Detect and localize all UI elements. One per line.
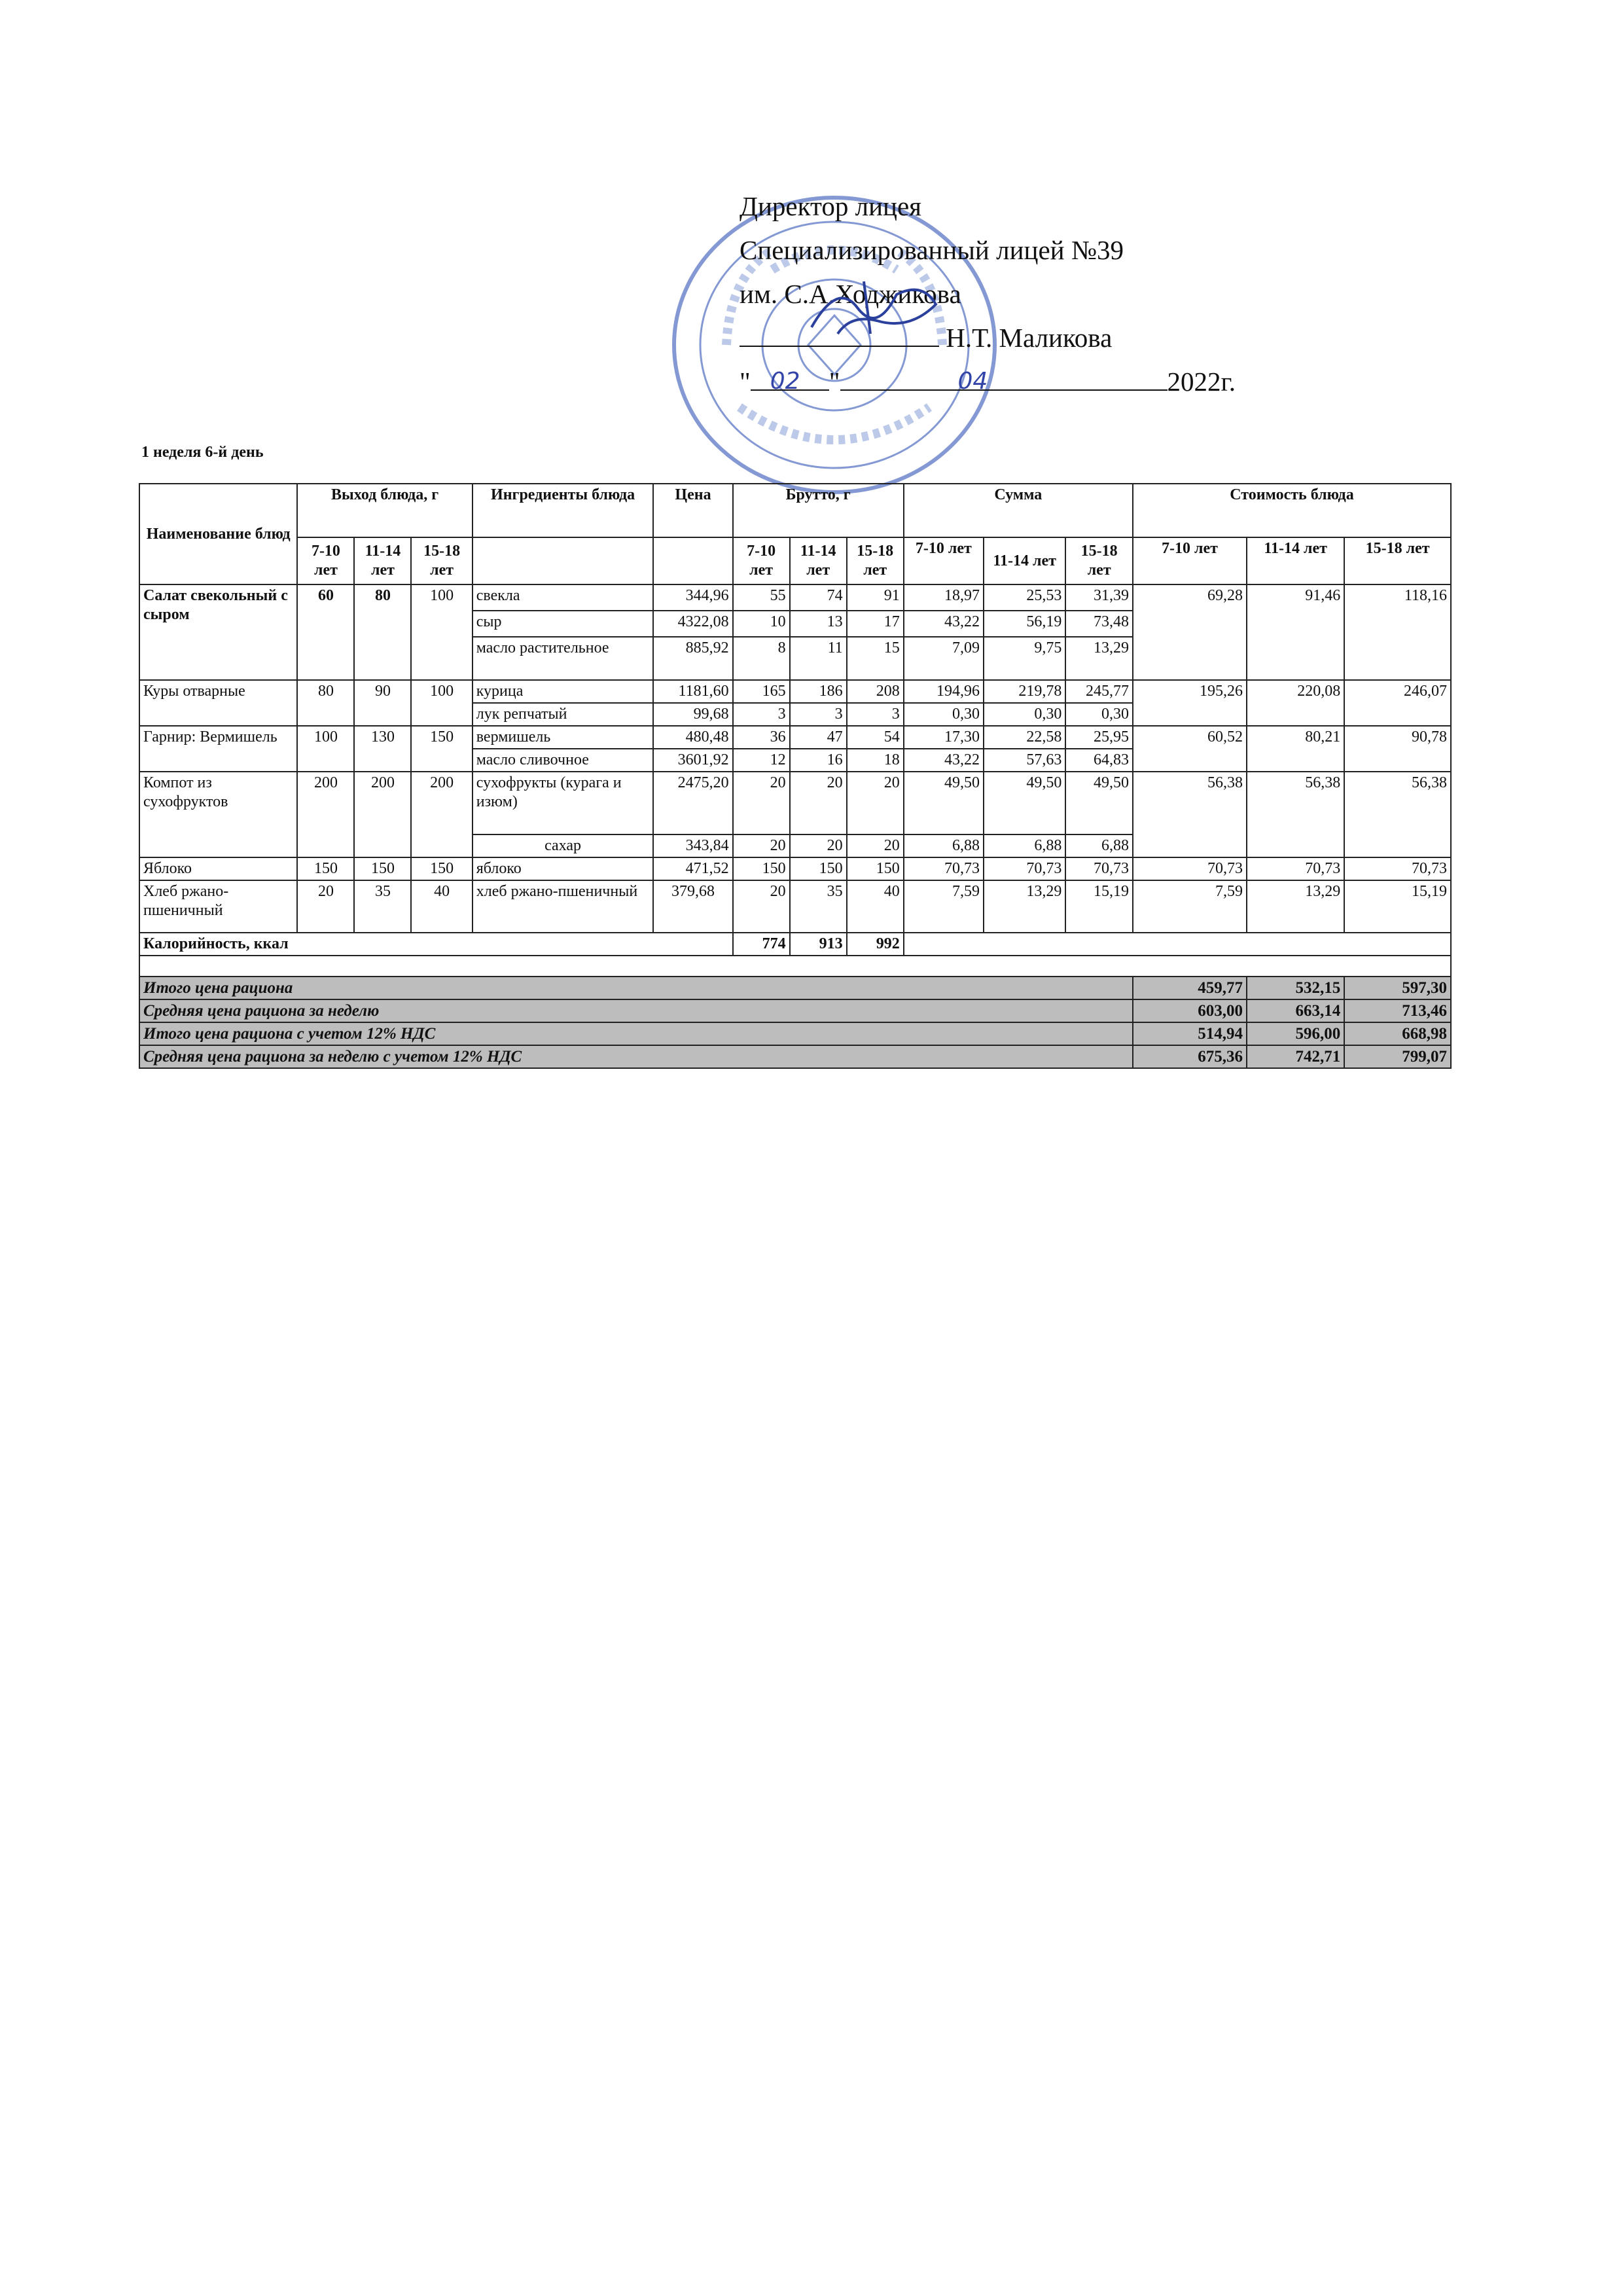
brutto-7-10: 20 [733, 772, 790, 834]
price: 3601,92 [653, 749, 732, 772]
total-label: Итого цена рациона [139, 977, 1133, 999]
cost-11-14: 220,08 [1247, 680, 1344, 726]
sum-15-18: 13,29 [1065, 637, 1133, 680]
sum-15-18: 70,73 [1065, 857, 1133, 880]
total-label: Итого цена рациона с учетом 12% НДС [139, 1022, 1133, 1045]
table-row [139, 857, 1451, 880]
sum-7-10: 194,96 [904, 680, 984, 703]
cost-11-14: 91,46 [1247, 584, 1344, 680]
yield-15-18: 100 [411, 584, 472, 680]
total-7-10: 675,36 [1133, 1045, 1247, 1068]
brutto-7-10: 8 [733, 637, 790, 680]
header-price: Цена [653, 484, 732, 537]
yield-7-10: 80 [297, 680, 354, 726]
table-row [139, 584, 1451, 611]
sum-15-18: 31,39 [1065, 584, 1133, 611]
brutto-15-18: 91 [847, 584, 904, 611]
sum-11-14: 9,75 [984, 637, 1065, 680]
yield-7-10: 100 [297, 726, 354, 772]
ingredient: сыр [473, 611, 654, 637]
subheader-yield-11-14: 11-14 лет [354, 537, 411, 584]
cost-7-10: 195,26 [1133, 680, 1247, 726]
sum-7-10: 17,30 [904, 726, 984, 749]
yield-7-10: 60 [297, 584, 354, 680]
sum-7-10: 43,22 [904, 749, 984, 772]
brutto-7-10: 12 [733, 749, 790, 772]
sum-15-18: 64,83 [1065, 749, 1133, 772]
subheader-yield-7-10: 7-10 лет [297, 537, 354, 584]
ingredient: вермишель [473, 726, 654, 749]
ingredient: хлеб ржано-пшеничный [473, 880, 654, 933]
price: 480,48 [653, 726, 732, 749]
signature-icon [798, 268, 955, 347]
subheader-cost-7-10: 7-10 лет [1133, 537, 1247, 584]
brutto-11-14: 20 [790, 834, 847, 857]
sum-11-14: 6,88 [984, 834, 1065, 857]
calories-15-18: 992 [847, 933, 904, 956]
yield-7-10: 150 [297, 857, 354, 880]
total-15-18: 597,30 [1344, 977, 1451, 999]
yield-11-14: 80 [354, 584, 411, 680]
table-subheader-row [139, 537, 1451, 584]
sum-7-10: 6,88 [904, 834, 984, 857]
sum-7-10: 0,30 [904, 703, 984, 726]
table-row [139, 680, 1451, 703]
ingredient: масло сливочное [473, 749, 654, 772]
total-row [139, 977, 1451, 999]
sum-15-18: 6,88 [1065, 834, 1133, 857]
sum-11-14: 57,63 [984, 749, 1065, 772]
subheader-price-empty [653, 537, 732, 584]
sum-11-14: 219,78 [984, 680, 1065, 703]
ingredient: сахар [473, 834, 654, 857]
subheader-sum-15-18: 15-18 лет [1065, 537, 1133, 584]
cost-7-10: 70,73 [1133, 857, 1247, 880]
dish-name: Гарнир: Вермишель [139, 726, 297, 772]
calories-11-14: 913 [790, 933, 847, 956]
brutto-15-18: 20 [847, 772, 904, 834]
brutto-7-10: 10 [733, 611, 790, 637]
dish-name: Яблоко [139, 857, 297, 880]
brutto-7-10: 55 [733, 584, 790, 611]
header-cost: Стоимость блюда [1133, 484, 1451, 537]
sum-7-10: 7,59 [904, 880, 984, 933]
yield-11-14: 35 [354, 880, 411, 933]
yield-15-18: 100 [411, 680, 472, 726]
yield-15-18: 150 [411, 726, 472, 772]
cost-11-14: 70,73 [1247, 857, 1344, 880]
calories-row [139, 933, 1451, 956]
price: 99,68 [653, 703, 732, 726]
dish-name: Куры отварные [139, 680, 297, 726]
sum-7-10: 7,09 [904, 637, 984, 680]
brutto-15-18: 3 [847, 703, 904, 726]
total-row [139, 1045, 1451, 1068]
header-ingredients: Ингредиенты блюда [473, 484, 654, 537]
date-day-field [751, 363, 829, 395]
subheader-brutto-11-14: 11-14 лет [790, 537, 847, 584]
brutto-11-14: 13 [790, 611, 847, 637]
yield-15-18: 40 [411, 880, 472, 933]
header-brutto: Брутто, г [733, 484, 904, 537]
sum-7-10: 18,97 [904, 584, 984, 611]
date-day: 02 [770, 368, 800, 395]
sum-7-10: 70,73 [904, 857, 984, 880]
total-15-18: 799,07 [1344, 1045, 1451, 1068]
brutto-7-10: 150 [733, 857, 790, 880]
brutto-11-14: 35 [790, 880, 847, 933]
subheader-ingredients-empty [473, 537, 654, 584]
brutto-7-10: 20 [733, 880, 790, 933]
total-7-10: 459,77 [1133, 977, 1247, 999]
cost-15-18: 56,38 [1344, 772, 1451, 857]
brutto-11-14: 16 [790, 749, 847, 772]
brutto-15-18: 40 [847, 880, 904, 933]
spacer-row [139, 956, 1451, 977]
cost-7-10: 60,52 [1133, 726, 1247, 772]
table-row [139, 726, 1451, 749]
total-15-18: 668,98 [1344, 1022, 1451, 1045]
yield-7-10: 20 [297, 880, 354, 933]
spacer-cell [139, 956, 1451, 977]
sum-11-14: 25,53 [984, 584, 1065, 611]
dish-name: Компот из сухофруктов [139, 772, 297, 857]
sum-11-14: 49,50 [984, 772, 1065, 834]
yield-11-14: 150 [354, 857, 411, 880]
total-11-14: 663,14 [1247, 999, 1344, 1022]
sum-15-18: 245,77 [1065, 680, 1133, 703]
cost-15-18: 90,78 [1344, 726, 1451, 772]
sum-15-18: 25,95 [1065, 726, 1133, 749]
cost-15-18: 246,07 [1344, 680, 1451, 726]
sum-11-14: 22,58 [984, 726, 1065, 749]
day-title: 1 неделя 6-й день [141, 444, 264, 461]
dish-name: Хлеб ржано-пшеничный [139, 880, 297, 933]
brutto-15-18: 17 [847, 611, 904, 637]
calories-label: Калорийность, ккал [139, 933, 733, 956]
subheader-cost-11-14: 11-14 лет [1247, 537, 1344, 584]
yield-11-14: 90 [354, 680, 411, 726]
price: 2475,20 [653, 772, 732, 834]
cost-15-18: 15,19 [1344, 880, 1451, 933]
subheader-sum-7-10: 7-10 лет [904, 537, 984, 584]
brutto-7-10: 20 [733, 834, 790, 857]
brutto-11-14: 3 [790, 703, 847, 726]
calories-7-10: 774 [733, 933, 790, 956]
sum-7-10: 43,22 [904, 611, 984, 637]
cost-11-14: 56,38 [1247, 772, 1344, 857]
cost-11-14: 13,29 [1247, 880, 1344, 933]
price: 343,84 [653, 834, 732, 857]
brutto-11-14: 47 [790, 726, 847, 749]
yield-15-18: 200 [411, 772, 472, 857]
total-7-10: 603,00 [1133, 999, 1247, 1022]
dish-name: Салат свекольный с сыром [139, 584, 297, 680]
ingredient: яблоко [473, 857, 654, 880]
cost-7-10: 7,59 [1133, 880, 1247, 933]
brutto-7-10: 3 [733, 703, 790, 726]
total-row [139, 1022, 1451, 1045]
sum-15-18: 0,30 [1065, 703, 1133, 726]
ingredient: лук репчатый [473, 703, 654, 726]
menu-table [139, 483, 1452, 1069]
cost-15-18: 70,73 [1344, 857, 1451, 880]
sum-15-18: 15,19 [1065, 880, 1133, 933]
sum-7-10: 49,50 [904, 772, 984, 834]
date-month-field [840, 363, 1168, 395]
subheader-brutto-7-10: 7-10 лет [733, 537, 790, 584]
price: 379,68 [653, 880, 732, 933]
total-row [139, 999, 1451, 1022]
table-row [139, 880, 1451, 933]
brutto-15-18: 15 [847, 637, 904, 680]
subheader-brutto-15-18: 15-18 лет [847, 537, 904, 584]
brutto-7-10: 165 [733, 680, 790, 703]
sum-11-14: 70,73 [984, 857, 1065, 880]
ingredient: свекла [473, 584, 654, 611]
date-month: 04 [957, 368, 988, 395]
ingredient: курица [473, 680, 654, 703]
brutto-15-18: 18 [847, 749, 904, 772]
yield-7-10: 200 [297, 772, 354, 857]
total-15-18: 713,46 [1344, 999, 1451, 1022]
price: 4322,08 [653, 611, 732, 637]
cost-7-10: 56,38 [1133, 772, 1247, 857]
subheader-sum-11-14: 11-14 лет [984, 537, 1065, 584]
brutto-11-14: 20 [790, 772, 847, 834]
approval-organization-name: им. С.А.Ходжикова [740, 279, 961, 309]
price: 1181,60 [653, 680, 732, 703]
total-11-14: 532,15 [1247, 977, 1344, 999]
brutto-11-14: 150 [790, 857, 847, 880]
table-row [139, 772, 1451, 834]
ingredient: масло растительное [473, 637, 654, 680]
brutto-7-10: 36 [733, 726, 790, 749]
brutto-15-18: 54 [847, 726, 904, 749]
brutto-15-18: 20 [847, 834, 904, 857]
header-dish: Наименование блюд [139, 484, 297, 584]
yield-15-18: 150 [411, 857, 472, 880]
total-11-14: 742,71 [1247, 1045, 1344, 1068]
approval-organization: Специализированный лицей №39 [740, 235, 1124, 265]
ingredient: сухофрукты (курага и изюм) [473, 772, 654, 834]
date-year: 2022г. [1167, 367, 1236, 397]
cost-7-10: 69,28 [1133, 584, 1247, 680]
total-label: Средняя цена рациона за неделю [139, 999, 1133, 1022]
price: 471,52 [653, 857, 732, 880]
approval-signer: Н.Т. Маликова [946, 323, 1113, 353]
yield-11-14: 130 [354, 726, 411, 772]
approval-position: Директор лицея [740, 191, 922, 221]
total-11-14: 596,00 [1247, 1022, 1344, 1045]
brutto-15-18: 208 [847, 680, 904, 703]
approval-date-line: " 02 " 04 2022г. [740, 360, 1236, 404]
cost-15-18: 118,16 [1344, 584, 1451, 680]
calories-empty [904, 933, 1451, 956]
table-header-row [139, 484, 1451, 537]
subheader-cost-15-18: 15-18 лет [1344, 537, 1451, 584]
brutto-11-14: 11 [790, 637, 847, 680]
brutto-15-18: 150 [847, 857, 904, 880]
yield-11-14: 200 [354, 772, 411, 857]
sum-15-18: 49,50 [1065, 772, 1133, 834]
subheader-yield-15-18: 15-18 лет [411, 537, 472, 584]
total-label: Средняя цена рациона за неделю с учетом 12% НДС [139, 1045, 1133, 1068]
price: 344,96 [653, 584, 732, 611]
cost-11-14: 80,21 [1247, 726, 1344, 772]
sum-11-14: 13,29 [984, 880, 1065, 933]
total-7-10: 514,94 [1133, 1022, 1247, 1045]
header-sum: Сумма [904, 484, 1133, 537]
header-yield: Выход блюда, г [297, 484, 472, 537]
sum-11-14: 56,19 [984, 611, 1065, 637]
brutto-11-14: 74 [790, 584, 847, 611]
brutto-11-14: 186 [790, 680, 847, 703]
sum-15-18: 73,48 [1065, 611, 1133, 637]
price: 885,92 [653, 637, 732, 680]
sum-11-14: 0,30 [984, 703, 1065, 726]
